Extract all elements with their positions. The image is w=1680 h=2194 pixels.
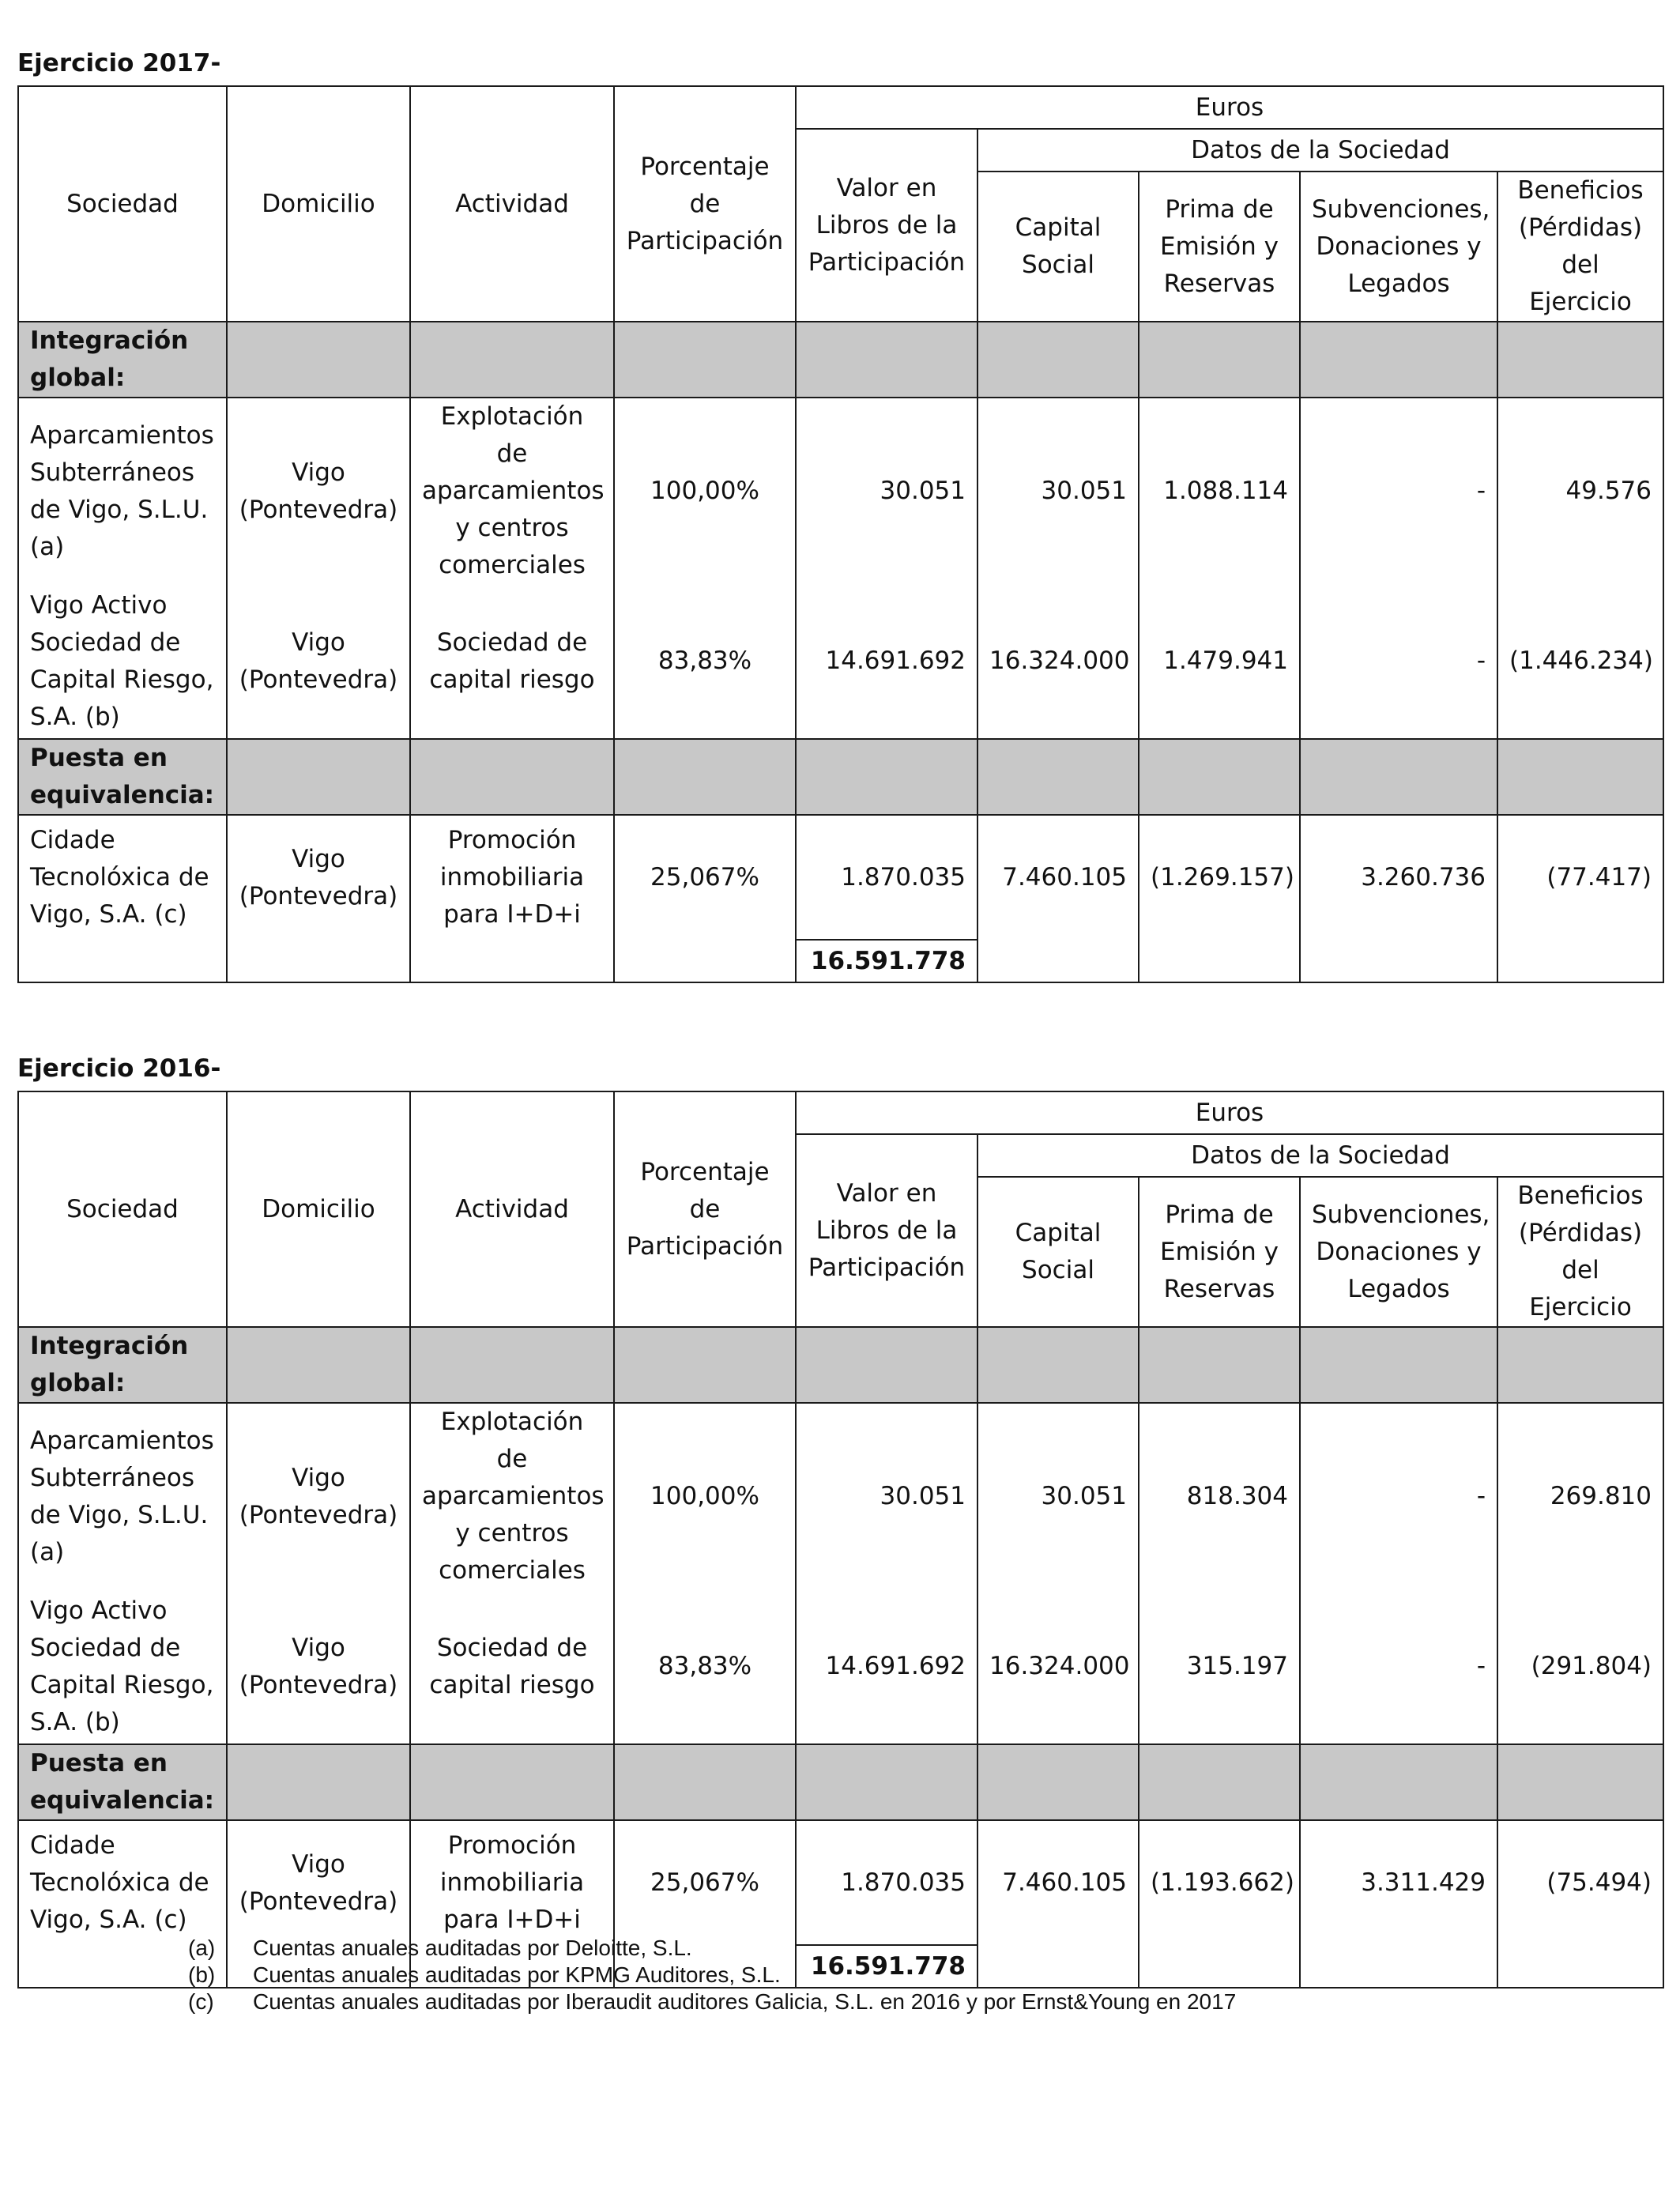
group-row-equivalencia [18, 1744, 1663, 1820]
cell-valor-libros: 14.691.692 [796, 584, 977, 739]
cell-capital-social: 16.324.000 [977, 1589, 1139, 1744]
group-label-integracion: Integración global: [18, 1327, 227, 1403]
cell-subvenciones: - [1300, 584, 1497, 739]
header-subvenciones: Subvenciones, Donaciones y Legados [1300, 172, 1497, 322]
total-row [18, 940, 1663, 982]
cell-prima-emision: (1.193.662) [1139, 1820, 1300, 1945]
group-label-equivalencia: Puesta en equivalencia: [18, 739, 227, 815]
header-datos-sociedad: Datos de la Sociedad [977, 129, 1663, 172]
table-row [18, 1820, 1663, 1945]
group-row-equivalencia [18, 739, 1663, 815]
cell-porcentaje: 25,067% [614, 1820, 796, 1945]
header-domicilio: Domicilio [227, 86, 410, 322]
footnote-mark: (c) [188, 1989, 214, 2014]
cell-prima-emision: 1.088.114 [1139, 398, 1300, 584]
cell-porcentaje: 100,00% [614, 398, 796, 584]
cell-domicilio: Vigo (Pontevedra) [227, 1820, 410, 1945]
footnote-mark: (b) [188, 1962, 216, 1987]
header-subvenciones: Subvenciones, Donaciones y Legados [1300, 1177, 1497, 1327]
table-row [18, 815, 1663, 940]
cell-domicilio: Vigo (Pontevedra) [227, 815, 410, 940]
footnote [188, 1962, 1236, 1989]
cell-domicilio: Vigo (Pontevedra) [227, 1403, 410, 1589]
header-prima-emision: Prima de Emisión y Reservas [1139, 172, 1300, 322]
cell-sociedad: Aparcamientos Subterráneos de Vigo, S.L.U. (a) [18, 1403, 227, 1589]
header-prima-emision: Prima de Emisión y Reservas [1139, 1177, 1300, 1327]
header-actividad: Actividad [410, 1091, 614, 1327]
cell-prima-emision: (1.269.157) [1139, 815, 1300, 940]
header-datos-sociedad: Datos de la Sociedad [977, 1134, 1663, 1177]
cell-domicilio: Vigo (Pontevedra) [227, 398, 410, 584]
cell-subvenciones: - [1300, 398, 1497, 584]
footnote [188, 1935, 1236, 1962]
cell-valor-libros: 1.870.035 [796, 1820, 977, 1945]
table-row [18, 1589, 1663, 1744]
cell-porcentaje: 83,83% [614, 584, 796, 739]
cell-domicilio: Vigo (Pontevedra) [227, 1589, 410, 1744]
participations-table-2017 [17, 85, 1664, 983]
cell-porcentaje: 25,067% [614, 815, 796, 940]
footnote-mark: (a) [188, 1936, 216, 1960]
cell-actividad: Sociedad de capital riesgo [410, 1589, 614, 1744]
group-label-integracion: Integración global: [18, 322, 227, 398]
group-label-equivalencia: Puesta en equivalencia: [18, 1744, 227, 1820]
cell-beneficios: 269.810 [1497, 1403, 1663, 1589]
cell-sociedad: Aparcamientos Subterráneos de Vigo, S.L.U. (a) [18, 398, 227, 584]
cell-sociedad: Cidade Tecnolóxica de Vigo, S.A. (c) [18, 1820, 227, 1945]
cell-actividad: Promoción inmobiliaria para I+D+i [410, 1820, 614, 1945]
header-capital-social: Capital Social [977, 1177, 1139, 1327]
cell-beneficios: (1.446.234) [1497, 584, 1663, 739]
cell-valor-libros: 14.691.692 [796, 1589, 977, 1744]
cell-prima-emision: 1.479.941 [1139, 584, 1300, 739]
footnote-text: Cuentas anuales auditadas por KPMG Auditores, S.L. [253, 1962, 781, 1987]
header-valor-libros: Valor en Libros de la Participación [796, 1134, 977, 1327]
cell-porcentaje: 83,83% [614, 1589, 796, 1744]
section-title-2017: Ejercicio 2017- [17, 49, 221, 77]
cell-capital-social: 7.460.105 [977, 815, 1139, 940]
cell-domicilio: Vigo (Pontevedra) [227, 584, 410, 739]
footnote-text: Cuentas anuales auditadas por Iberaudit auditores Galicia, S.L. en 2016 y por Ernst&Young en 2017 [253, 1989, 1237, 2014]
header-euros: Euros [796, 1091, 1663, 1134]
footnotes [188, 1935, 1236, 2015]
cell-valor-libros: 1.870.035 [796, 815, 977, 940]
cell-subvenciones: 3.311.429 [1300, 1820, 1497, 1945]
cell-subvenciones: - [1300, 1589, 1497, 1744]
cell-prima-emision: 818.304 [1139, 1403, 1300, 1589]
cell-porcentaje: 100,00% [614, 1403, 796, 1589]
cell-sociedad: Cidade Tecnolóxica de Vigo, S.A. (c) [18, 815, 227, 940]
cell-total-valor-libros: 16.591.778 [796, 1945, 977, 1988]
cell-beneficios: (77.417) [1497, 815, 1663, 940]
header-beneficios: Beneficios (Pérdidas) del Ejercicio [1497, 172, 1663, 322]
cell-capital-social: 7.460.105 [977, 1820, 1139, 1945]
cell-valor-libros: 30.051 [796, 398, 977, 584]
header-euros: Euros [796, 86, 1663, 129]
footnote-text: Cuentas anuales auditadas por Deloitte, S.L. [253, 1936, 692, 1960]
header-capital-social: Capital Social [977, 172, 1139, 322]
cell-beneficios: (75.494) [1497, 1820, 1663, 1945]
footnote [188, 1989, 1236, 2015]
header-porcentaje: Porcentaje de Participación [614, 1091, 796, 1327]
cell-capital-social: 30.051 [977, 1403, 1139, 1589]
table-row [18, 584, 1663, 739]
cell-prima-emision: 315.197 [1139, 1589, 1300, 1744]
participations-table-2016 [17, 1091, 1664, 1989]
table-row [18, 398, 1663, 584]
cell-actividad: Explotación de aparcamientos y centros comerciales [410, 398, 614, 584]
header-sociedad: Sociedad [18, 86, 227, 322]
cell-sociedad: Vigo Activo Sociedad de Capital Riesgo, S.A. (b) [18, 584, 227, 739]
cell-capital-social: 30.051 [977, 398, 1139, 584]
header-actividad: Actividad [410, 86, 614, 322]
cell-beneficios: (291.804) [1497, 1589, 1663, 1744]
group-row-integracion [18, 322, 1663, 398]
cell-beneficios: 49.576 [1497, 398, 1663, 584]
cell-capital-social: 16.324.000 [977, 584, 1139, 739]
cell-total-valor-libros: 16.591.778 [796, 940, 977, 982]
header-valor-libros: Valor en Libros de la Participación [796, 129, 977, 322]
header-sociedad: Sociedad [18, 1091, 227, 1327]
cell-subvenciones: 3.260.736 [1300, 815, 1497, 940]
header-domicilio: Domicilio [227, 1091, 410, 1327]
cell-actividad: Explotación de aparcamientos y centros comerciales [410, 1403, 614, 1589]
cell-actividad: Promoción inmobiliaria para I+D+i [410, 815, 614, 940]
header-beneficios: Beneficios (Pérdidas) del Ejercicio [1497, 1177, 1663, 1327]
cell-valor-libros: 30.051 [796, 1403, 977, 1589]
cell-actividad: Sociedad de capital riesgo [410, 584, 614, 739]
table-row [18, 1403, 1663, 1589]
group-row-integracion [18, 1327, 1663, 1403]
section-title-2016: Ejercicio 2016- [17, 1054, 221, 1083]
cell-sociedad: Vigo Activo Sociedad de Capital Riesgo, S.A. (b) [18, 1589, 227, 1744]
header-porcentaje: Porcentaje de Participación [614, 86, 796, 322]
cell-subvenciones: - [1300, 1403, 1497, 1589]
